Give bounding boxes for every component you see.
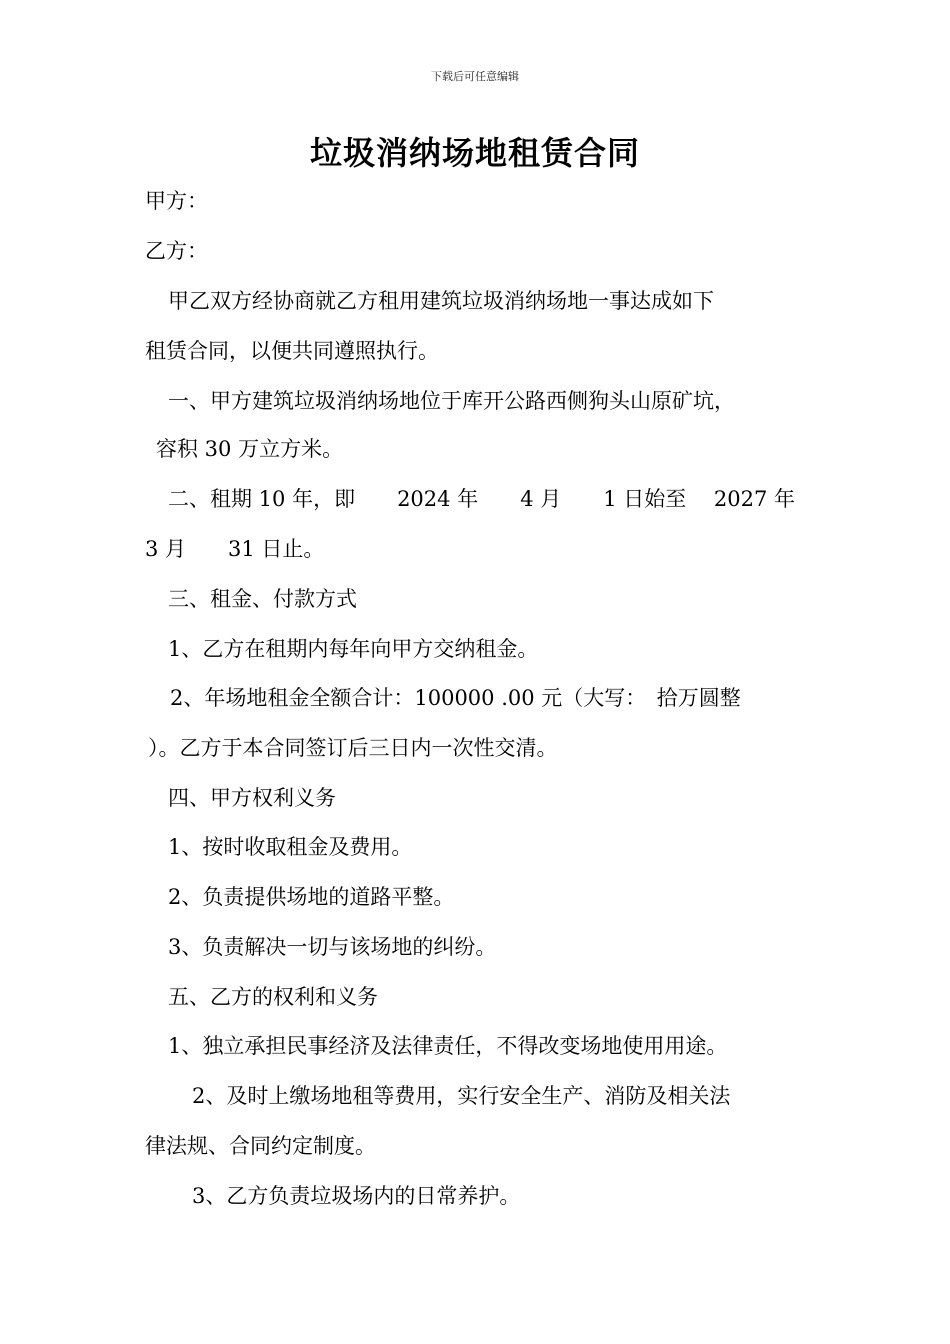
preamble-line-2: 租赁合同，以便共同遵照执行。 — [145, 339, 439, 363]
preamble-line-1: 甲乙双方经协商就乙方租用建筑垃圾消纳场地一事达成如下 — [168, 289, 714, 313]
section-5-heading: 五、乙方的权利和义务 — [168, 985, 378, 1009]
clause-1-line-2: 容积 30 万立方米。 — [156, 437, 344, 461]
party-a-line: 甲方： — [145, 189, 208, 213]
section-4-item-3: 3、负责解决一切与该场地的纠纷。 — [168, 935, 497, 959]
section-3-item-2-line-1: 2、年场地租金全额合计：100000 .00 元（大写： 拾万圆整 — [170, 686, 741, 710]
party-b-line: 乙方： — [145, 239, 208, 263]
section-4-heading: 四、甲方权利义务 — [168, 786, 336, 810]
clause-2-line-2: 3 月 31 日止。 — [145, 537, 325, 561]
section-5-item-3: 3、乙方负责垃圾场内的日常养护。 — [192, 1184, 521, 1208]
section-4-item-2: 2、负责提供场地的道路平整。 — [168, 885, 455, 909]
section-3-item-1: 1、乙方在租期内每年向甲方交纳租金。 — [168, 637, 539, 661]
section-4-item-1: 1、按时收取租金及费用。 — [168, 835, 413, 859]
section-5-item-2-line-1: 2、及时上缴场地租等费用，实行安全生产、消防及相关法 — [192, 1084, 731, 1108]
clause-1-line-1: 一、甲方建筑垃圾消纳场地位于库开公路西侧狗头山原矿坑， — [168, 389, 735, 413]
header-note: 下载后可任意编辑 — [431, 70, 519, 83]
section-5-item-2-line-2: 律法规、合同约定制度。 — [145, 1134, 376, 1158]
section-3-item-2-line-2: ）。乙方于本合同签订后三日内一次性交清。 — [148, 736, 558, 760]
clause-2-line-1: 二、租期 10 年，即 2024 年 4 月 1 日始至 2027 年 — [168, 487, 796, 511]
section-3-heading: 三、租金、付款方式 — [168, 587, 357, 611]
page-title: 垃圾消纳场地租赁合同 — [309, 134, 640, 172]
section-5-item-1: 1、独立承担民事经济及法律责任，不得改变场地使用用途。 — [168, 1034, 728, 1058]
